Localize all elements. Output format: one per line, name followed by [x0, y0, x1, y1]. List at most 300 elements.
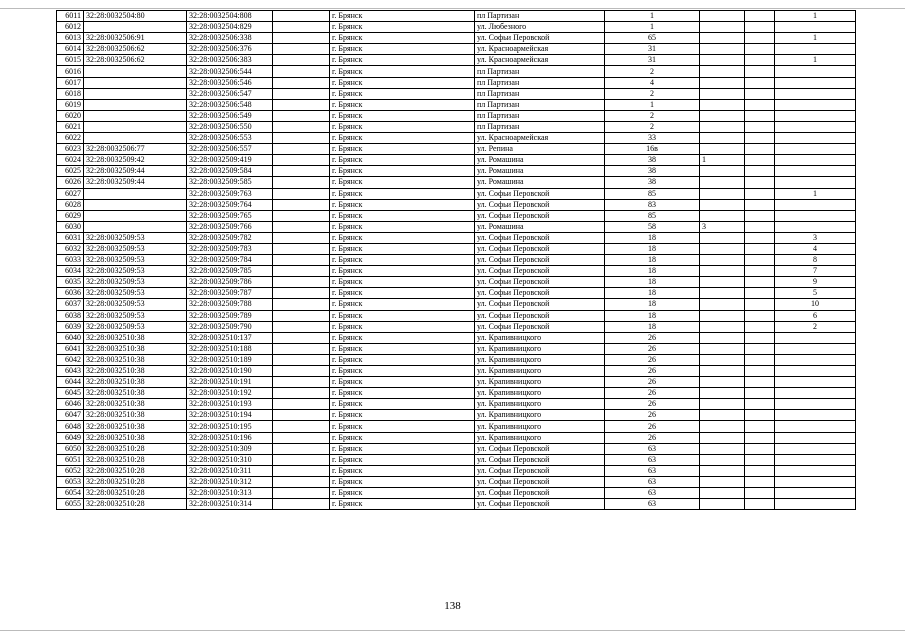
apartment-number	[775, 366, 856, 377]
parent-cadastral-number: 32:28:0032509:42	[84, 155, 187, 166]
row-number: 6024	[57, 155, 84, 166]
locality: г. Брянск	[330, 332, 475, 343]
table-row	[57, 99, 856, 110]
street: ул. Софьи Перовской	[475, 188, 605, 199]
building-number	[700, 465, 745, 476]
house-number: 33	[605, 133, 700, 144]
blank-cell	[273, 77, 330, 88]
house-number: 26	[605, 432, 700, 443]
row-number: 6046	[57, 399, 84, 410]
parent-cadastral-number: 32:28:0032509:53	[84, 310, 187, 321]
extra-cell	[745, 366, 775, 377]
blank-cell	[273, 399, 330, 410]
table-row	[57, 55, 856, 66]
apartment-number: 3	[775, 232, 856, 243]
table-row	[57, 499, 856, 510]
building-number	[700, 88, 745, 99]
table-row	[57, 133, 856, 144]
apartment-number	[775, 332, 856, 343]
apartment-number	[775, 443, 856, 454]
cadastral-number: 32:28:0032510:313	[187, 488, 273, 499]
table-row	[57, 432, 856, 443]
street: ул. Софьи Перовской	[475, 199, 605, 210]
building-number	[700, 144, 745, 155]
apartment-number	[775, 121, 856, 132]
blank-cell	[273, 366, 330, 377]
locality: г. Брянск	[330, 443, 475, 454]
table-row	[57, 22, 856, 33]
locality: г. Брянск	[330, 199, 475, 210]
apartment-number	[775, 155, 856, 166]
building-number: 3	[700, 221, 745, 232]
parent-cadastral-number: 32:28:0032510:38	[84, 410, 187, 421]
cadastral-number: 32:28:0032509:763	[187, 188, 273, 199]
parent-cadastral-number: 32:28:0032509:53	[84, 255, 187, 266]
house-number: 63	[605, 488, 700, 499]
locality: г. Брянск	[330, 210, 475, 221]
building-number	[700, 488, 745, 499]
house-number: 2	[605, 66, 700, 77]
locality: г. Брянск	[330, 177, 475, 188]
cadastral-number: 32:28:0032509:584	[187, 166, 273, 177]
apartment-number	[775, 133, 856, 144]
cadastral-number: 32:28:0032510:193	[187, 399, 273, 410]
house-number: 26	[605, 354, 700, 365]
cadastral-number: 32:28:0032510:309	[187, 443, 273, 454]
extra-cell	[745, 332, 775, 343]
street: ул. Софьи Перовской	[475, 454, 605, 465]
street: ул. Крапивницкого	[475, 410, 605, 421]
building-number	[700, 210, 745, 221]
building-number	[700, 454, 745, 465]
street: ул. Крапивницкого	[475, 388, 605, 399]
locality: г. Брянск	[330, 343, 475, 354]
top-rule	[0, 8, 905, 9]
row-number: 6018	[57, 88, 84, 99]
apartment-number	[775, 421, 856, 432]
parent-cadastral-number: 32:28:0032509:53	[84, 299, 187, 310]
blank-cell	[273, 243, 330, 254]
locality: г. Брянск	[330, 77, 475, 88]
cadastral-number: 32:28:0032509:419	[187, 155, 273, 166]
blank-cell	[273, 377, 330, 388]
locality: г. Брянск	[330, 121, 475, 132]
parent-cadastral-number	[84, 133, 187, 144]
apartment-number: 7	[775, 266, 856, 277]
parent-cadastral-number	[84, 110, 187, 121]
blank-cell	[273, 144, 330, 155]
house-number: 18	[605, 243, 700, 254]
blank-cell	[273, 11, 330, 22]
house-number: 38	[605, 166, 700, 177]
street: ул. Крапивницкого	[475, 377, 605, 388]
locality: г. Брянск	[330, 277, 475, 288]
house-number: 18	[605, 232, 700, 243]
blank-cell	[273, 55, 330, 66]
row-number: 6034	[57, 266, 84, 277]
house-number: 85	[605, 188, 700, 199]
apartment-number	[775, 476, 856, 487]
extra-cell	[745, 410, 775, 421]
cadastral-number: 32:28:0032510:314	[187, 499, 273, 510]
building-number	[700, 121, 745, 132]
house-number: 63	[605, 465, 700, 476]
cadastral-number: 32:28:0032510:191	[187, 377, 273, 388]
locality: г. Брянск	[330, 366, 475, 377]
apartment-number: 1	[775, 55, 856, 66]
apartment-number	[775, 454, 856, 465]
blank-cell	[273, 299, 330, 310]
building-number	[700, 388, 745, 399]
table-row	[57, 443, 856, 454]
table-row	[57, 243, 856, 254]
extra-cell	[745, 354, 775, 365]
house-number: 26	[605, 343, 700, 354]
row-number: 6040	[57, 332, 84, 343]
locality: г. Брянск	[330, 188, 475, 199]
locality: г. Брянск	[330, 243, 475, 254]
locality: г. Брянск	[330, 110, 475, 121]
parent-cadastral-number: 32:28:0032510:28	[84, 465, 187, 476]
locality: г. Брянск	[330, 33, 475, 44]
building-number: 1	[700, 155, 745, 166]
apartment-number	[775, 77, 856, 88]
locality: г. Брянск	[330, 399, 475, 410]
house-number: 18	[605, 288, 700, 299]
locality: г. Брянск	[330, 421, 475, 432]
parent-cadastral-number: 32:28:0032510:28	[84, 499, 187, 510]
building-number	[700, 166, 745, 177]
row-number: 6030	[57, 221, 84, 232]
parent-cadastral-number: 32:28:0032504:80	[84, 11, 187, 22]
blank-cell	[273, 332, 330, 343]
row-number: 6033	[57, 255, 84, 266]
table-row	[57, 288, 856, 299]
locality: г. Брянск	[330, 155, 475, 166]
locality: г. Брянск	[330, 388, 475, 399]
house-number: 18	[605, 277, 700, 288]
building-number	[700, 255, 745, 266]
parent-cadastral-number	[84, 88, 187, 99]
building-number	[700, 22, 745, 33]
building-number	[700, 133, 745, 144]
extra-cell	[745, 199, 775, 210]
blank-cell	[273, 421, 330, 432]
blank-cell	[273, 66, 330, 77]
parent-cadastral-number	[84, 210, 187, 221]
apartment-number	[775, 199, 856, 210]
street: пл Партизан	[475, 88, 605, 99]
extra-cell	[745, 166, 775, 177]
building-number	[700, 443, 745, 454]
house-number: 18	[605, 310, 700, 321]
extra-cell	[745, 66, 775, 77]
row-number: 6013	[57, 33, 84, 44]
row-number: 6021	[57, 121, 84, 132]
apartment-number	[775, 221, 856, 232]
row-number: 6051	[57, 454, 84, 465]
cadastral-number: 32:28:0032510:311	[187, 465, 273, 476]
building-number	[700, 310, 745, 321]
table-row	[57, 110, 856, 121]
row-number: 6045	[57, 388, 84, 399]
cadastral-number: 32:28:0032506:376	[187, 44, 273, 55]
blank-cell	[273, 499, 330, 510]
parent-cadastral-number	[84, 66, 187, 77]
blank-cell	[273, 133, 330, 144]
apartment-number	[775, 354, 856, 365]
cadastral-number: 32:28:0032506:547	[187, 88, 273, 99]
street: ул. Софьи Перовской	[475, 232, 605, 243]
house-number: 31	[605, 55, 700, 66]
row-number: 6029	[57, 210, 84, 221]
cadastral-number: 32:28:0032510:189	[187, 354, 273, 365]
locality: г. Брянск	[330, 99, 475, 110]
cadastral-number: 32:28:0032509:789	[187, 310, 273, 321]
row-number: 6035	[57, 277, 84, 288]
house-number: 2	[605, 110, 700, 121]
blank-cell	[273, 288, 330, 299]
row-number: 6055	[57, 499, 84, 510]
parent-cadastral-number: 32:28:0032510:38	[84, 432, 187, 443]
parent-cadastral-number: 32:28:0032510:38	[84, 399, 187, 410]
street: ул. Софьи Перовской	[475, 465, 605, 476]
street: ул. Софьи Перовской	[475, 277, 605, 288]
bottom-rule	[0, 630, 905, 631]
house-number: 58	[605, 221, 700, 232]
row-number: 6048	[57, 421, 84, 432]
parent-cadastral-number: 32:28:0032510:38	[84, 332, 187, 343]
blank-cell	[273, 465, 330, 476]
street: ул. Ромашина	[475, 166, 605, 177]
building-number	[700, 55, 745, 66]
street: ул. Софьи Перовской	[475, 321, 605, 332]
locality: г. Брянск	[330, 255, 475, 266]
house-number: 18	[605, 299, 700, 310]
cadastral-number: 32:28:0032510:188	[187, 343, 273, 354]
building-number	[700, 177, 745, 188]
building-number	[700, 277, 745, 288]
locality: г. Брянск	[330, 310, 475, 321]
street: ул. Софьи Перовской	[475, 443, 605, 454]
extra-cell	[745, 33, 775, 44]
extra-cell	[745, 188, 775, 199]
locality: г. Брянск	[330, 488, 475, 499]
extra-cell	[745, 321, 775, 332]
parent-cadastral-number: 32:28:0032509:53	[84, 266, 187, 277]
blank-cell	[273, 255, 330, 266]
extra-cell	[745, 454, 775, 465]
extra-cell	[745, 421, 775, 432]
street: пл Партизан	[475, 77, 605, 88]
building-number	[700, 243, 745, 254]
row-number: 6036	[57, 288, 84, 299]
row-number: 6047	[57, 410, 84, 421]
extra-cell	[745, 288, 775, 299]
blank-cell	[273, 410, 330, 421]
locality: г. Брянск	[330, 166, 475, 177]
blank-cell	[273, 321, 330, 332]
row-number: 6050	[57, 443, 84, 454]
parent-cadastral-number: 32:28:0032506:62	[84, 44, 187, 55]
extra-cell	[745, 221, 775, 232]
house-number: 38	[605, 177, 700, 188]
cadastral-number: 32:28:0032510:196	[187, 432, 273, 443]
cadastral-number: 32:28:0032504:829	[187, 22, 273, 33]
parent-cadastral-number: 32:28:0032510:38	[84, 388, 187, 399]
building-number	[700, 188, 745, 199]
blank-cell	[273, 44, 330, 55]
row-number: 6031	[57, 232, 84, 243]
table-row	[57, 332, 856, 343]
locality: г. Брянск	[330, 432, 475, 443]
apartment-number: 1	[775, 33, 856, 44]
apartment-number	[775, 343, 856, 354]
cadastral-number: 32:28:0032509:785	[187, 266, 273, 277]
extra-cell	[745, 11, 775, 22]
apartment-number	[775, 465, 856, 476]
house-number: 26	[605, 421, 700, 432]
parent-cadastral-number: 32:28:0032509:44	[84, 166, 187, 177]
table-row	[57, 144, 856, 155]
extra-cell	[745, 243, 775, 254]
row-number: 6025	[57, 166, 84, 177]
building-number	[700, 343, 745, 354]
house-number: 1	[605, 11, 700, 22]
table-row	[57, 277, 856, 288]
extra-cell	[745, 255, 775, 266]
street: пл Партизан	[475, 11, 605, 22]
extra-cell	[745, 343, 775, 354]
locality: г. Брянск	[330, 44, 475, 55]
cadastral-number: 32:28:0032506:338	[187, 33, 273, 44]
parent-cadastral-number	[84, 77, 187, 88]
locality: г. Брянск	[330, 55, 475, 66]
street: ул. Ромашина	[475, 177, 605, 188]
row-number: 6026	[57, 177, 84, 188]
locality: г. Брянск	[330, 465, 475, 476]
apartment-number: 4	[775, 243, 856, 254]
extra-cell	[745, 77, 775, 88]
blank-cell	[273, 22, 330, 33]
extra-cell	[745, 144, 775, 155]
parent-cadastral-number: 32:28:0032509:53	[84, 277, 187, 288]
street: ул. Красноармейская	[475, 133, 605, 144]
blank-cell	[273, 221, 330, 232]
house-number: 26	[605, 410, 700, 421]
table-row	[57, 343, 856, 354]
extra-cell	[745, 44, 775, 55]
blank-cell	[273, 110, 330, 121]
blank-cell	[273, 388, 330, 399]
house-number: 63	[605, 476, 700, 487]
extra-cell	[745, 155, 775, 166]
apartment-number: 1	[775, 188, 856, 199]
street: ул. Репина	[475, 144, 605, 155]
cadastral-number: 32:28:0032506:383	[187, 55, 273, 66]
cadastral-number: 32:28:0032509:766	[187, 221, 273, 232]
apartment-number: 2	[775, 321, 856, 332]
blank-cell	[273, 277, 330, 288]
cadastral-number: 32:28:0032510:312	[187, 476, 273, 487]
row-number: 6017	[57, 77, 84, 88]
blank-cell	[273, 199, 330, 210]
extra-cell	[745, 110, 775, 121]
parent-cadastral-number: 32:28:0032509:53	[84, 288, 187, 299]
row-number: 6052	[57, 465, 84, 476]
table-row	[57, 476, 856, 487]
table-row	[57, 77, 856, 88]
apartment-number: 9	[775, 277, 856, 288]
cadastral-number: 32:28:0032506:544	[187, 66, 273, 77]
extra-cell	[745, 499, 775, 510]
apartment-number	[775, 432, 856, 443]
row-number: 6054	[57, 488, 84, 499]
apartment-number	[775, 177, 856, 188]
apartment-number	[775, 99, 856, 110]
table-row	[57, 421, 856, 432]
apartment-number	[775, 210, 856, 221]
street: ул. Софьи Перовской	[475, 255, 605, 266]
house-number: 85	[605, 210, 700, 221]
cadastral-number: 32:28:0032510:192	[187, 388, 273, 399]
locality: г. Брянск	[330, 11, 475, 22]
apartment-number	[775, 88, 856, 99]
house-number: 83	[605, 199, 700, 210]
parent-cadastral-number	[84, 188, 187, 199]
street: ул. Софьи Перовской	[475, 243, 605, 254]
blank-cell	[273, 88, 330, 99]
parent-cadastral-number: 32:28:0032506:91	[84, 33, 187, 44]
building-number	[700, 332, 745, 343]
street: ул. Ромашина	[475, 155, 605, 166]
blank-cell	[273, 488, 330, 499]
parent-cadastral-number: 32:28:0032510:28	[84, 488, 187, 499]
page-number: 138	[444, 600, 461, 612]
table-row	[57, 11, 856, 22]
locality: г. Брянск	[330, 410, 475, 421]
blank-cell	[273, 432, 330, 443]
street: ул. Софьи Перовской	[475, 476, 605, 487]
row-number: 6028	[57, 199, 84, 210]
house-number: 65	[605, 33, 700, 44]
table-row	[57, 121, 856, 132]
parent-cadastral-number: 32:28:0032510:38	[84, 366, 187, 377]
house-number: 31	[605, 44, 700, 55]
house-number: 63	[605, 443, 700, 454]
row-number: 6053	[57, 476, 84, 487]
parent-cadastral-number	[84, 221, 187, 232]
apartment-number: 5	[775, 288, 856, 299]
building-number	[700, 44, 745, 55]
building-number	[700, 432, 745, 443]
row-number: 6023	[57, 144, 84, 155]
street: ул. Крапивницкого	[475, 421, 605, 432]
apartment-number	[775, 44, 856, 55]
parent-cadastral-number: 32:28:0032510:38	[84, 377, 187, 388]
table-row	[57, 33, 856, 44]
extra-cell	[745, 310, 775, 321]
row-number: 6016	[57, 66, 84, 77]
street: ул. Софьи Перовской	[475, 488, 605, 499]
row-number: 6042	[57, 354, 84, 365]
extra-cell	[745, 432, 775, 443]
extra-cell	[745, 277, 775, 288]
apartment-number	[775, 377, 856, 388]
table-row	[57, 177, 856, 188]
house-number: 26	[605, 399, 700, 410]
blank-cell	[273, 443, 330, 454]
